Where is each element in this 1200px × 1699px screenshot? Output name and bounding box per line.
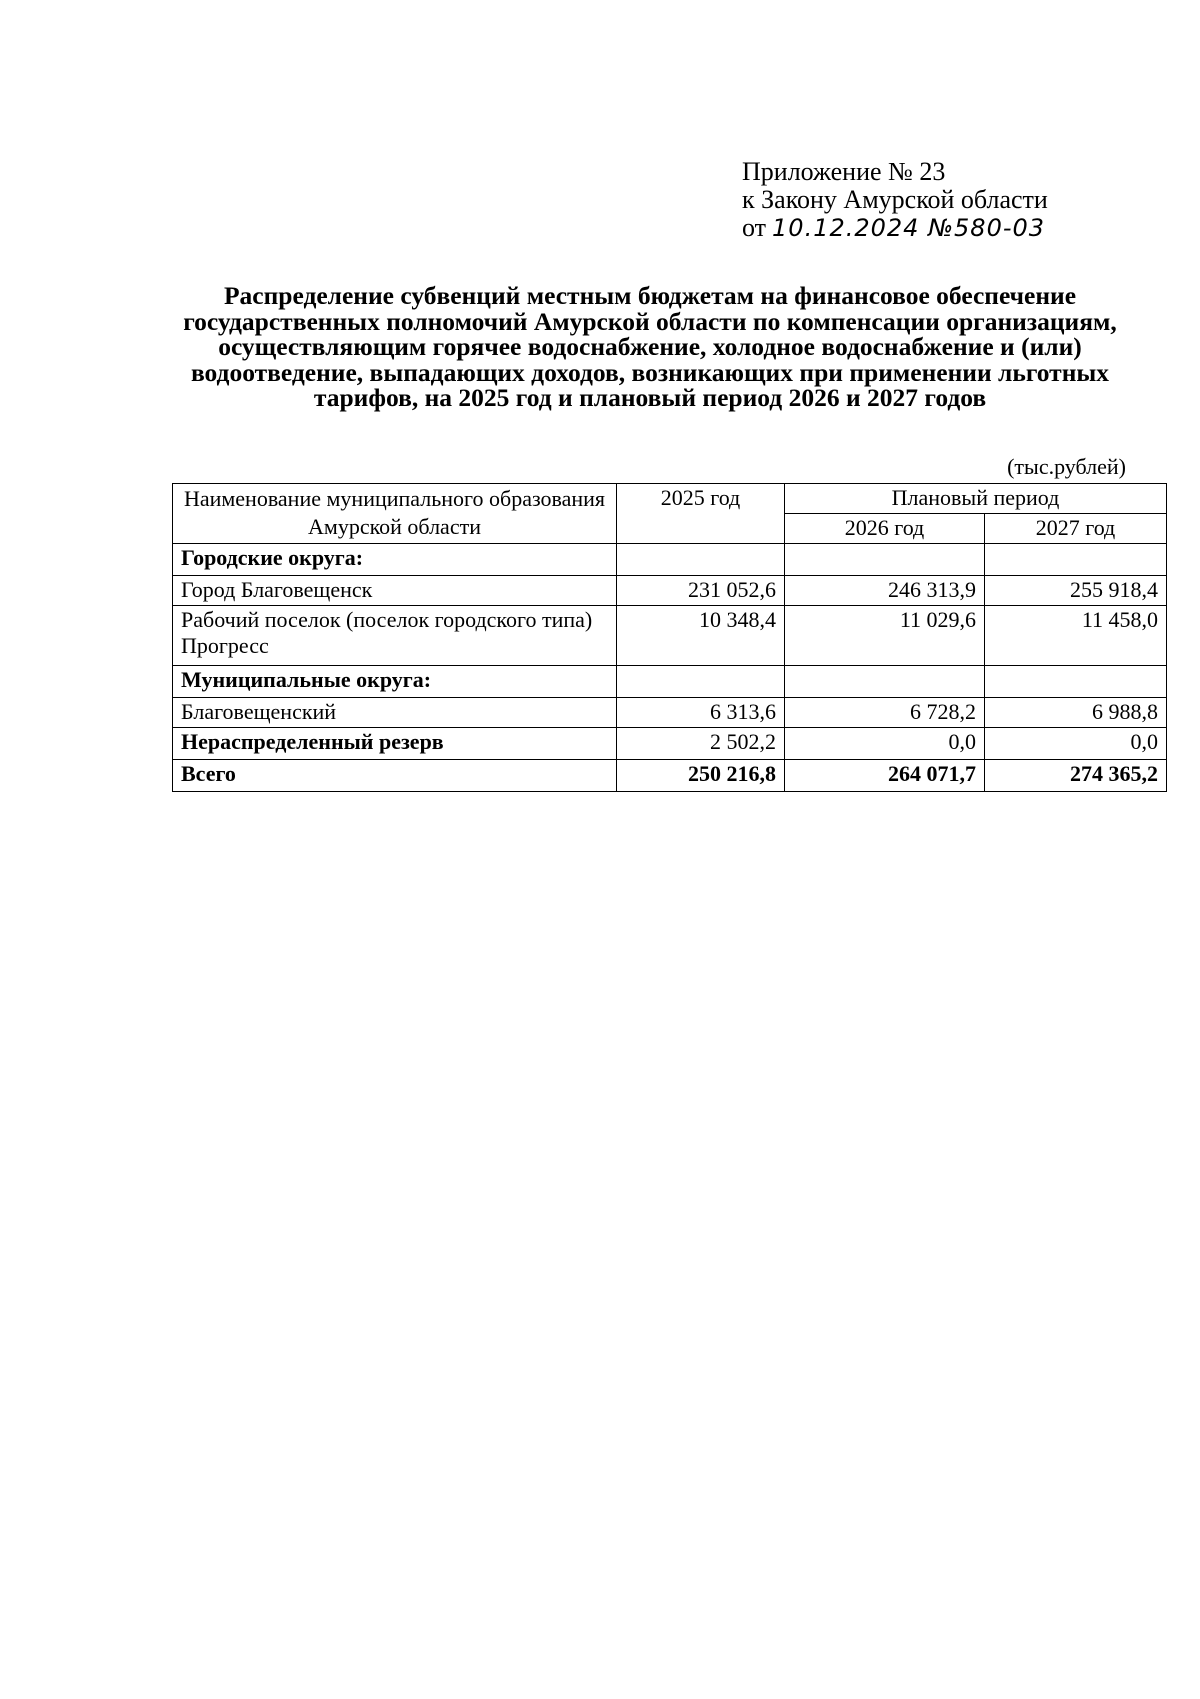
header-year-2026: 2026 год (785, 514, 985, 544)
appendix-law-reference: к Закону Амурской области (742, 185, 1048, 214)
row-value-2027: 11 458,0 (985, 606, 1167, 666)
row-name-cell: Рабочий поселок (поселок городского типа) Прогресс (173, 606, 617, 666)
table-row (173, 760, 1167, 792)
row-value-2027: 255 918,4 (985, 576, 1167, 606)
document-title: Распределение субвенций местным бюджетам на финансовое обеспечение государственных полномочий Амурской области по компенсации организациям, осуществляющим горячее водоснабжение, холодное водоснабжение и (или) водоотведение, выпадающих доходов, возникающих при применении льготных тарифов, на 2025 год и плановый период 2026 и 2027 годов (183, 281, 1117, 412)
row-value-2026 (785, 544, 985, 576)
header-year-2027: 2027 год (985, 514, 1167, 544)
row-value-2026: 11 029,6 (785, 606, 985, 666)
row-value-2025: 10 348,4 (617, 606, 785, 666)
header-planned-period: Плановый период (785, 484, 1167, 514)
row-value-2025: 250 216,8 (617, 760, 785, 792)
row-name-cell: Всего (173, 760, 617, 792)
row-value-2027 (985, 666, 1167, 698)
appendix-date-prefix: от (742, 213, 767, 242)
row-name-cell: Муниципальные округа: (173, 666, 617, 698)
appendix-block (742, 158, 1142, 242)
handwritten-date-number: 10.12.2024 №580-03 (772, 214, 1046, 242)
row-value-2027 (985, 544, 1167, 576)
table-header-row (173, 484, 1167, 514)
header-year-2025: 2025 год (617, 484, 785, 544)
row-name-cell: Нераспределенный резерв (173, 728, 617, 760)
row-value-2026 (785, 666, 985, 698)
appendix-number: Приложение № 23 (742, 157, 946, 186)
table-row (173, 666, 1167, 698)
row-name-cell: Благовещенский (173, 698, 617, 728)
appendix-date-line (742, 214, 1142, 242)
table-row (173, 606, 1167, 666)
row-value-2027: 6 988,8 (985, 698, 1167, 728)
table-row (173, 728, 1167, 760)
row-value-2025: 2 502,2 (617, 728, 785, 760)
row-value-2027: 274 365,2 (985, 760, 1167, 792)
table-row (173, 698, 1167, 728)
row-name-cell: Город Благовещенск (173, 576, 617, 606)
row-value-2025 (617, 544, 785, 576)
subventions-table (172, 483, 1167, 792)
row-value-2027: 0,0 (985, 728, 1167, 760)
units-label: (тыс.рублей) (1007, 454, 1126, 479)
row-value-2026: 0,0 (785, 728, 985, 760)
table-row (173, 576, 1167, 606)
row-value-2026: 6 728,2 (785, 698, 985, 728)
row-name-cell: Городские округа: (173, 544, 617, 576)
header-municipality-name: Наименование муниципального образования Амурской области (173, 484, 617, 544)
row-value-2026: 264 071,7 (785, 760, 985, 792)
row-value-2025: 6 313,6 (617, 698, 785, 728)
row-value-2026: 246 313,9 (785, 576, 985, 606)
row-value-2025 (617, 666, 785, 698)
table-row (173, 544, 1167, 576)
row-value-2025: 231 052,6 (617, 576, 785, 606)
